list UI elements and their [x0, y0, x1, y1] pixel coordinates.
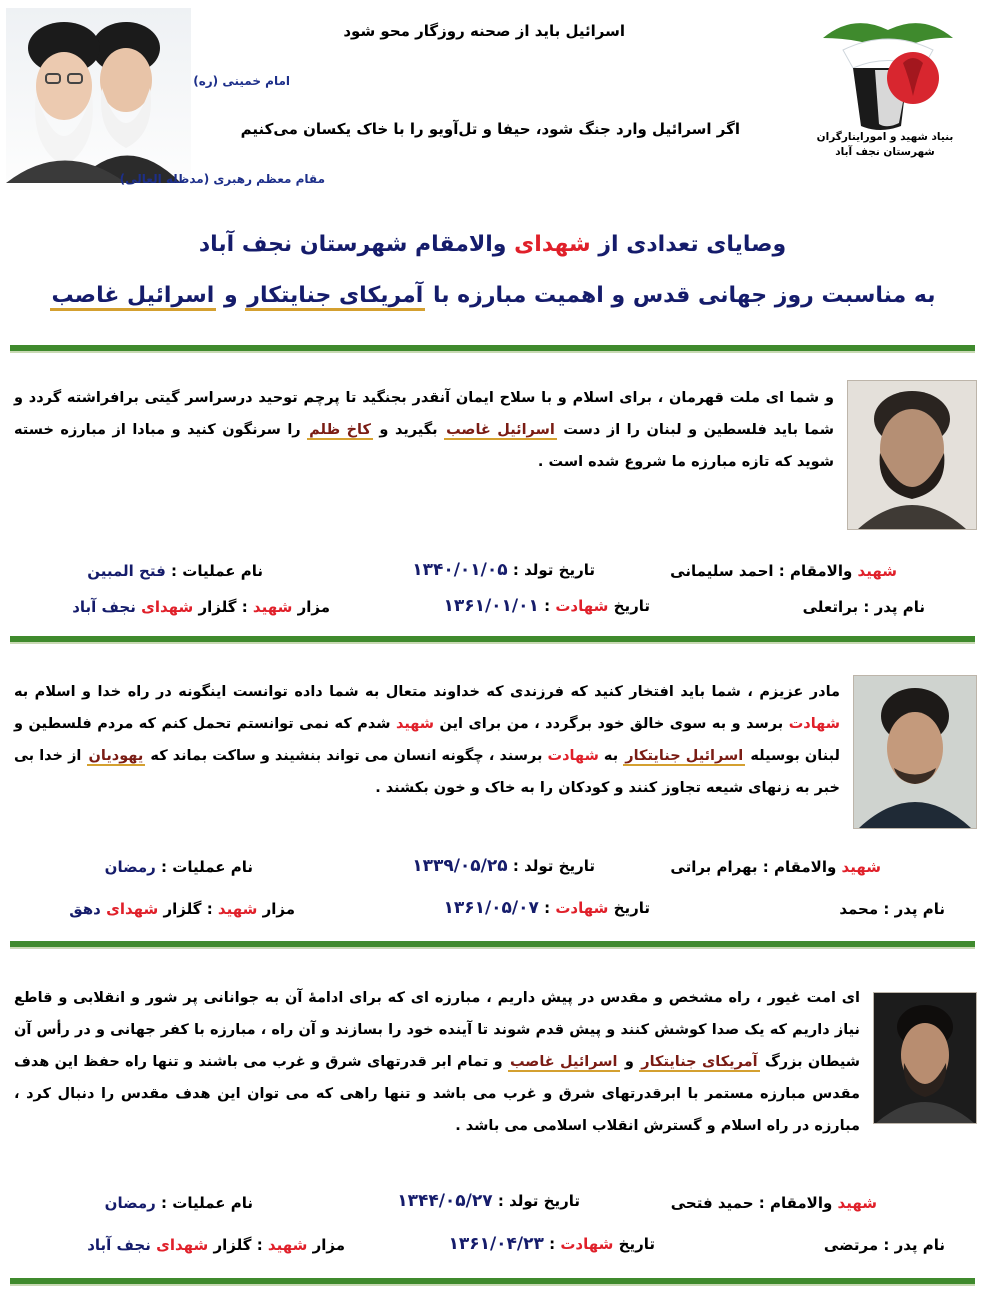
martyr-martyrdom-date: [448, 1234, 655, 1254]
martyr-portrait-icon: [848, 381, 976, 529]
will-text-part: شدم که نمی توانستم تحمل کنم که مردم فلسطین و لبنان بوسیله: [14, 716, 840, 764]
label-shahid: شهید: [857, 562, 897, 580]
will-highlight: یهودیان: [88, 748, 144, 764]
label-operation: نام عملیات :: [155, 1194, 253, 1212]
logo-caption-line2: شهرستان نجف آباد: [835, 146, 935, 158]
martyr-birth-date: [412, 856, 595, 876]
birth-date-value: ۱۳۴۴/۰۵/۲۷: [397, 1191, 493, 1211]
grave-place-value: نجف آباد: [72, 598, 142, 616]
martyr-name: [671, 1194, 877, 1212]
will-red-word: شهید: [395, 716, 435, 732]
will-text-part: به: [598, 748, 624, 764]
martyr-photo: [873, 992, 977, 1124]
martyr-martyrdom-date: [443, 898, 650, 918]
will-text-part: و تمام ابر قدرتهای شرق و غرب می باشند و تنها راه حفظ این هدف مقدس مبارزه مستمر با ابرقدرتهای شرق و غرب می باشد و تنها راهی که می توان این هدف مقدس را دنبال کرد ، مبارزه در راه اسلام و گسترش انقلاب اسلامی می باشد .: [14, 1054, 860, 1134]
martyr-name-value: احمد سلیمانی: [670, 562, 774, 580]
label-birth: تاریخ تولد :: [507, 857, 595, 875]
will-text-part: برسند ، چگونه انسان می تواند بنشیند و ساکت بماند که: [145, 748, 548, 764]
martyr-photo: [853, 675, 977, 829]
leaders-portrait-icon: [6, 8, 191, 183]
label-father: نام پدر :: [878, 900, 945, 918]
label-colon: :: [538, 597, 556, 615]
label-golzar: : گلزار: [193, 598, 253, 616]
will-highlight: اسرائیل جنایتکار: [625, 748, 744, 764]
label-valamaqam: والامقام :: [757, 858, 842, 876]
label-operation: نام عملیات :: [155, 858, 253, 876]
martyr-father: [803, 598, 925, 616]
label-shohada-red: شهدای: [156, 1236, 209, 1254]
will-red-word: شهادت: [547, 748, 599, 764]
martyr-photo: [847, 380, 977, 530]
label-martyrdom-red: شهادت: [555, 597, 609, 615]
title-red-word: شهدای: [514, 232, 591, 257]
subtitle-highlight-america: آمریکای جنایتکار: [245, 283, 425, 311]
label-golzar: : گلزار: [208, 1236, 268, 1254]
label-colon: :: [543, 1235, 561, 1253]
martyr-operation: [87, 562, 263, 580]
subtitle-conjunction: و: [216, 283, 246, 308]
will-text-part: برسد و به سوی خالق خود برگردد ، من برای این: [434, 716, 789, 732]
leader-quote: اگر اسرائیل وارد جنگ شود، حیفا و تل‌آویو را با خاک یکسان می‌کنیم: [240, 120, 740, 138]
label-grave: مزار: [257, 900, 295, 918]
page-subtitle: [0, 283, 985, 308]
label-shahid: شهید: [841, 858, 881, 876]
will-red-word: شهادت: [788, 716, 840, 732]
leaders-portrait: [6, 8, 191, 183]
label-shahid: شهید: [837, 1194, 877, 1212]
foundation-logo: [813, 8, 963, 188]
separator-line: [10, 345, 975, 351]
martyr-grave: [69, 900, 295, 918]
dove-tulip-emblem-icon: [813, 8, 963, 138]
will-highlight: کاخ ظلم: [309, 422, 371, 438]
label-martyrdom: تاریخ: [608, 899, 650, 917]
martyr-birth-date: [412, 560, 595, 580]
label-valamaqam: والامقام :: [753, 1194, 838, 1212]
martyr-operation: [105, 1194, 253, 1212]
martyr-name-value: بهرام براتی: [670, 858, 758, 876]
label-grave-red: شهید: [267, 1236, 308, 1254]
separator-line: [10, 1278, 975, 1284]
label-grave: مزار: [292, 598, 330, 616]
label-shohada-red: شهدای: [106, 900, 159, 918]
operation-value: رمضان: [104, 858, 156, 876]
grave-place-value: دهق: [69, 900, 107, 918]
martyr-grave: [87, 1236, 345, 1254]
will-text-part: ای امت غیور ، راه مشخص و مقدس در پیش داریم ، مبارزه ای که برای ادامهٔ آن به جوانانی پر شور و انقلابی و قاطع نیاز داریم که یک صدا کوشش کنند و پیش قدم شوند تا آینده خود را بسازند و آن راه ، مبارزه با کفر جهانی و در رأس آن شیطان بزرگ: [14, 990, 860, 1070]
label-birth: تاریخ تولد :: [507, 561, 595, 579]
label-birth: تاریخ تولد :: [492, 1192, 580, 1210]
khomeini-quote: اسرائیل باید از صحنه روزگار محو شود: [343, 22, 625, 40]
will-highlight: آمریکای جنایتکار: [641, 1054, 758, 1070]
father-value: مرتضی: [823, 1236, 879, 1254]
separator-line: [10, 636, 975, 642]
logo-caption: [805, 130, 965, 160]
label-colon: :: [538, 899, 556, 917]
label-shohada-red: شهدای: [141, 598, 194, 616]
label-father: نام پدر :: [858, 598, 925, 616]
will-text-part: بگیرید و: [372, 422, 445, 438]
martyrdom-date-value: ۱۳۶۱/۰۵/۰۷: [443, 898, 539, 918]
father-value: محمد: [839, 900, 879, 918]
operation-value: رمضان: [104, 1194, 156, 1212]
martyr-name-value: حمید فتحی: [670, 1194, 754, 1212]
label-grave-red: شهید: [252, 598, 293, 616]
birth-date-value: ۱۳۴۰/۰۱/۰۵: [412, 560, 508, 580]
martyr-operation: [105, 858, 253, 876]
martyr-martyrdom-date: [443, 596, 650, 616]
martyr-will-text: [14, 676, 840, 804]
title-text-end: والامقام شهرستان نجف آباد: [198, 232, 515, 257]
martyr-portrait-icon: [854, 676, 976, 828]
title-text: وصایای تعدادی از: [590, 232, 787, 257]
label-martyrdom-red: شهادت: [555, 899, 609, 917]
grave-place-value: نجف آباد: [87, 1236, 157, 1254]
subtitle-text: به مناسبت روز جهانی قدس و اهمیت مبارزه با: [425, 283, 936, 308]
label-father: نام پدر :: [878, 1236, 945, 1254]
will-highlight: اسرائیل غاصب: [509, 1054, 618, 1070]
martyr-grave: [72, 598, 330, 616]
birth-date-value: ۱۳۳۹/۰۵/۲۵: [412, 856, 508, 876]
will-highlight: اسرائیل غاصب: [446, 422, 555, 438]
label-martyrdom: تاریخ: [608, 597, 650, 615]
leader-attribution: مقام معظم رهبری (مدظله العالی): [119, 172, 325, 186]
label-golzar: : گلزار: [158, 900, 218, 918]
will-text-part: و: [619, 1054, 640, 1070]
label-valamaqam: والامقام :: [773, 562, 858, 580]
martyr-father: [824, 1236, 945, 1254]
khomeini-attribution: امام خمینی (ره): [193, 74, 290, 88]
label-grave-red: شهید: [217, 900, 258, 918]
father-value: براتعلی: [802, 598, 859, 616]
label-martyrdom: تاریخ: [613, 1235, 655, 1253]
martyr-name: [670, 858, 881, 876]
page-title: [0, 232, 985, 257]
will-text-part: مادر عزیزم ، شما باید افتخار کنید که فرزندی که خداوند متعال به شما داده توانست اینگونه در راه خدا و اسلام به: [14, 684, 840, 700]
martyr-father: [839, 900, 945, 918]
label-operation: نام عملیات :: [165, 562, 263, 580]
will-text-part: را سرنگون کنید و مبادا از مبارزه خسته شوید که تازه مبارزه ما شروع شده است .: [14, 422, 834, 470]
martyr-will-text: [14, 382, 834, 478]
martyr-name: [670, 562, 897, 580]
martyr-birth-date: [397, 1191, 580, 1211]
martyr-will-text: [14, 982, 860, 1142]
martyrdom-date-value: ۱۳۶۱/۰۴/۲۳: [448, 1234, 544, 1254]
operation-value: فتح المبین: [87, 562, 166, 580]
martyrdom-date-value: ۱۳۶۱/۰۱/۰۱: [443, 596, 539, 616]
label-martyrdom-red: شهادت: [560, 1235, 614, 1253]
logo-caption-line1: بنیاد شهید و اموراینارگران: [816, 131, 954, 143]
will-text-part: از خدا بی خبر به زنهای شیعه تجاوز کنند و کودکان را به خاک و خون بکشند .: [14, 748, 840, 796]
martyr-portrait-icon: [874, 993, 976, 1123]
will-text-part: و شما ای ملت قهرمان ، برای اسلام و با سلاح ایمان آنقدر بجنگید تا پرچم توحید درسراسر گیتی برافراشته گردد و شما باید فلسطین و لبنان را از دست: [14, 390, 834, 438]
subtitle-highlight-israel: اسرائیل غاصب: [50, 283, 217, 311]
separator-line: [10, 941, 975, 947]
label-grave: مزار: [307, 1236, 345, 1254]
